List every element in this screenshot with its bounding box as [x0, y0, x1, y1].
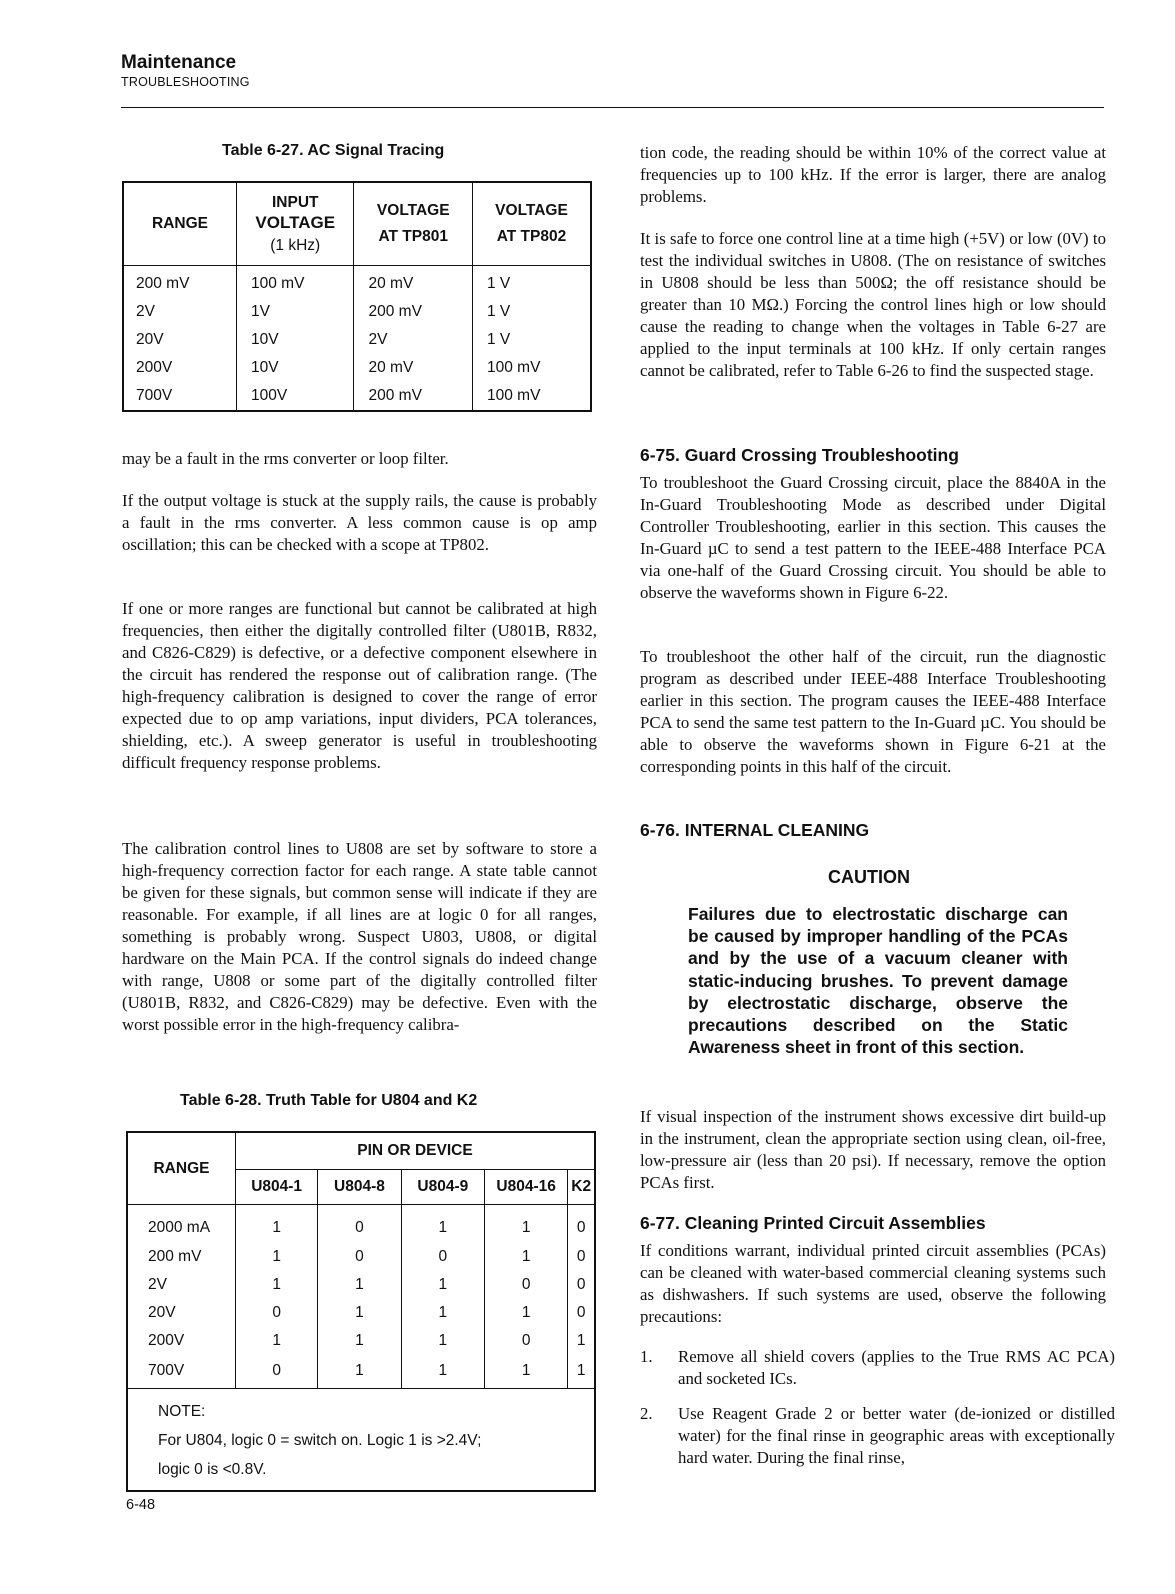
- section-6-75-heading: 6-75. Guard Crossing Troubleshooting: [640, 445, 959, 465]
- table-6-27: [122, 181, 592, 412]
- header-pin-or-device: PIN OR DEVICE: [235, 1132, 595, 1170]
- list-item: 2. Use Reagent Grade 2 or better water (de-ionized or distilled water) for the final rinse in geographic areas with exceptionally hard water. During the final rinse,: [640, 1404, 1115, 1467]
- table-row: 200V 1 1 1 0 1: [127, 1327, 595, 1355]
- table-row: 20V 0 1 1 1 0: [127, 1299, 595, 1327]
- caution-body: Failures due to electrostatic discharge can be caused by improper handling of the PCAs and by the use of a vacuum cleaner with static-inducing brushes. To prevent damage by electrostatic discharge, observe the precautions described on the Static Awareness sheet in front of this section.: [688, 904, 1068, 1058]
- table-6-28: [126, 1131, 596, 1492]
- header-k2: K2: [568, 1170, 595, 1205]
- section-6-76-heading: 6-76. INTERNAL CLEANING: [640, 820, 870, 840]
- header-input-voltage: INPUT VOLTAGE (1 kHz): [236, 182, 354, 266]
- table-row: 20V 10V 2V 1 V: [123, 326, 591, 354]
- left-paragraph-2: If the output voltage is stuck at the supply rails, the cause is probably a fault in the rms converter. A less common cause is op amp oscillation; this can be checked with a scope at TP802.: [122, 491, 597, 554]
- right-paragraph-3: To troubleshoot the Guard Crossing circuit, place the 8840A in the In-Guard Troubleshooting Mode as described under Digital Controller Troubleshooting, earlier in this section. This causes the In-Guard µC to send a test pattern to the IEEE-488 Interface PCA via one-half of the Guard Crossing circuit. You should be able to observe the waveforms shown in Figure 6-22.: [640, 473, 1106, 602]
- header-voltage-tp802: VOLTAGE AT TP802: [472, 182, 591, 266]
- header-rule: [121, 107, 1104, 108]
- header-u804-1: U804-1: [235, 1170, 317, 1205]
- header-u804-16: U804-16: [484, 1170, 567, 1205]
- right-paragraph-2: It is safe to force one control line at a time high (+5V) or low (0V) to test the individual switches in U808. (The on resistance of switches in U808 should be less than 500Ω; the off resistance should be greater than 10 MΩ.) Forcing the control lines high or low should cause the reading to change when the voltages in Table 6-27 are applied to the input terminals at 100 kHz. If only certain ranges cannot be calibrated, refer to Table 6-26 to find the suspected stage.: [640, 229, 1106, 380]
- table-6-27-caption: Table 6-27. AC Signal Tracing: [222, 142, 445, 159]
- table-row: 200V 10V 20 mV 100 mV: [123, 354, 591, 382]
- left-paragraph-3: If one or more ranges are functional but cannot be calibrated at high frequencies, then either the digitally controlled filter (U801B, R832, and C826-C829) is defective, or a defective component elsewhere in the circuit has rendered the response out of calibration range. (The high-frequency calibration is designed to cover the range of error expected due to op amp variations, input dividers, PCA tolerances, shielding, etc.). A sweep generator is useful in troubleshooting difficult frequency response problems.: [122, 599, 597, 772]
- right-paragraph-6: If conditions warrant, individual printed circuit assemblies (PCAs) can be cleaned with water-based commercial cleaning systems such as dishwashers. If such systems are used, observe the following precautions:: [640, 1241, 1106, 1326]
- subsection-title: TROUBLESHOOTING: [121, 75, 250, 89]
- table-row: 200 mV 1 0 0 1 0: [127, 1243, 595, 1271]
- table-note-row: [127, 1389, 595, 1492]
- table-row: 700V 0 1 1 1 1: [127, 1355, 595, 1389]
- table-note: NOTE: For U804, logic 0 = switch on. Logic 1 is >2.4V; logic 0 is <0.8V.: [127, 1389, 595, 1492]
- table-header-row: [123, 182, 591, 266]
- section-6-77-heading: 6-77. Cleaning Printed Circuit Assemblies: [640, 1213, 986, 1233]
- section-title: Maintenance: [121, 52, 237, 73]
- header-range: RANGE: [127, 1132, 235, 1205]
- table-row: 200 mV 100 mV 20 mV 1 V: [123, 266, 591, 299]
- page-number: 6-48: [126, 1497, 156, 1513]
- table-row: 2V 1V 200 mV 1 V: [123, 298, 591, 326]
- left-paragraph-1: may be a fault in the rms converter or loop filter.: [122, 449, 449, 468]
- table-6-28-caption: Table 6-28. Truth Table for U804 and K2: [180, 1092, 478, 1109]
- table-row: 700V 100V 200 mV 100 mV: [123, 382, 591, 411]
- table-row: 2000 mA 1 0 1 1 0: [127, 1205, 595, 1243]
- header-voltage-tp801: VOLTAGE AT TP801: [354, 182, 473, 266]
- right-paragraph-5: If visual inspection of the instrument shows excessive dirt build-up in the instrument, clean the appropriate section using clean, oil-free, low-pressure air (less than 20 psi). If necessary, remove the option PCAs first.: [640, 1107, 1106, 1192]
- header-range: RANGE: [123, 182, 236, 266]
- list-item: 1. Remove all shield covers (applies to the True RMS AC PCA) and socketed ICs.: [640, 1347, 1115, 1388]
- header-u804-8: U804-8: [318, 1170, 401, 1205]
- caution-title: CAUTION: [828, 867, 910, 887]
- right-paragraph-4: To troubleshoot the other half of the circuit, run the diagnostic program as described under IEEE-488 Interface Troubleshooting earlier in this section. The program causes the IEEE-488 Interface PCA to send the same test pattern to the In-Guard µC. You should be able to observe the waveforms shown in Figure 6-21 at the corresponding points in this half of the circuit.: [640, 647, 1106, 776]
- header-u804-9: U804-9: [401, 1170, 484, 1205]
- table-header-row: [127, 1132, 595, 1170]
- right-paragraph-1: tion code, the reading should be within 10% of the correct value at frequencies up to 100 kHz. If the error is larger, there are analog problems.: [640, 143, 1106, 206]
- table-row: 2V 1 1 1 0 0: [127, 1271, 595, 1299]
- left-paragraph-4: The calibration control lines to U808 are set by software to store a high-frequency correction factor for each range. A state table cannot be given for these signals, but common sense will indicate if they are reasonable. For example, if all lines are at logic 0 for all ranges, something is probably wrong. Suspect U803, U808, or digital hardware on the Main PCA. If the control signals do indeed change with range, U808 or some part of the digitally controlled filter (U801B, R832, and C826-C829) may be defective. Even with the worst possible error in the high-frequency calibra-: [122, 839, 597, 1034]
